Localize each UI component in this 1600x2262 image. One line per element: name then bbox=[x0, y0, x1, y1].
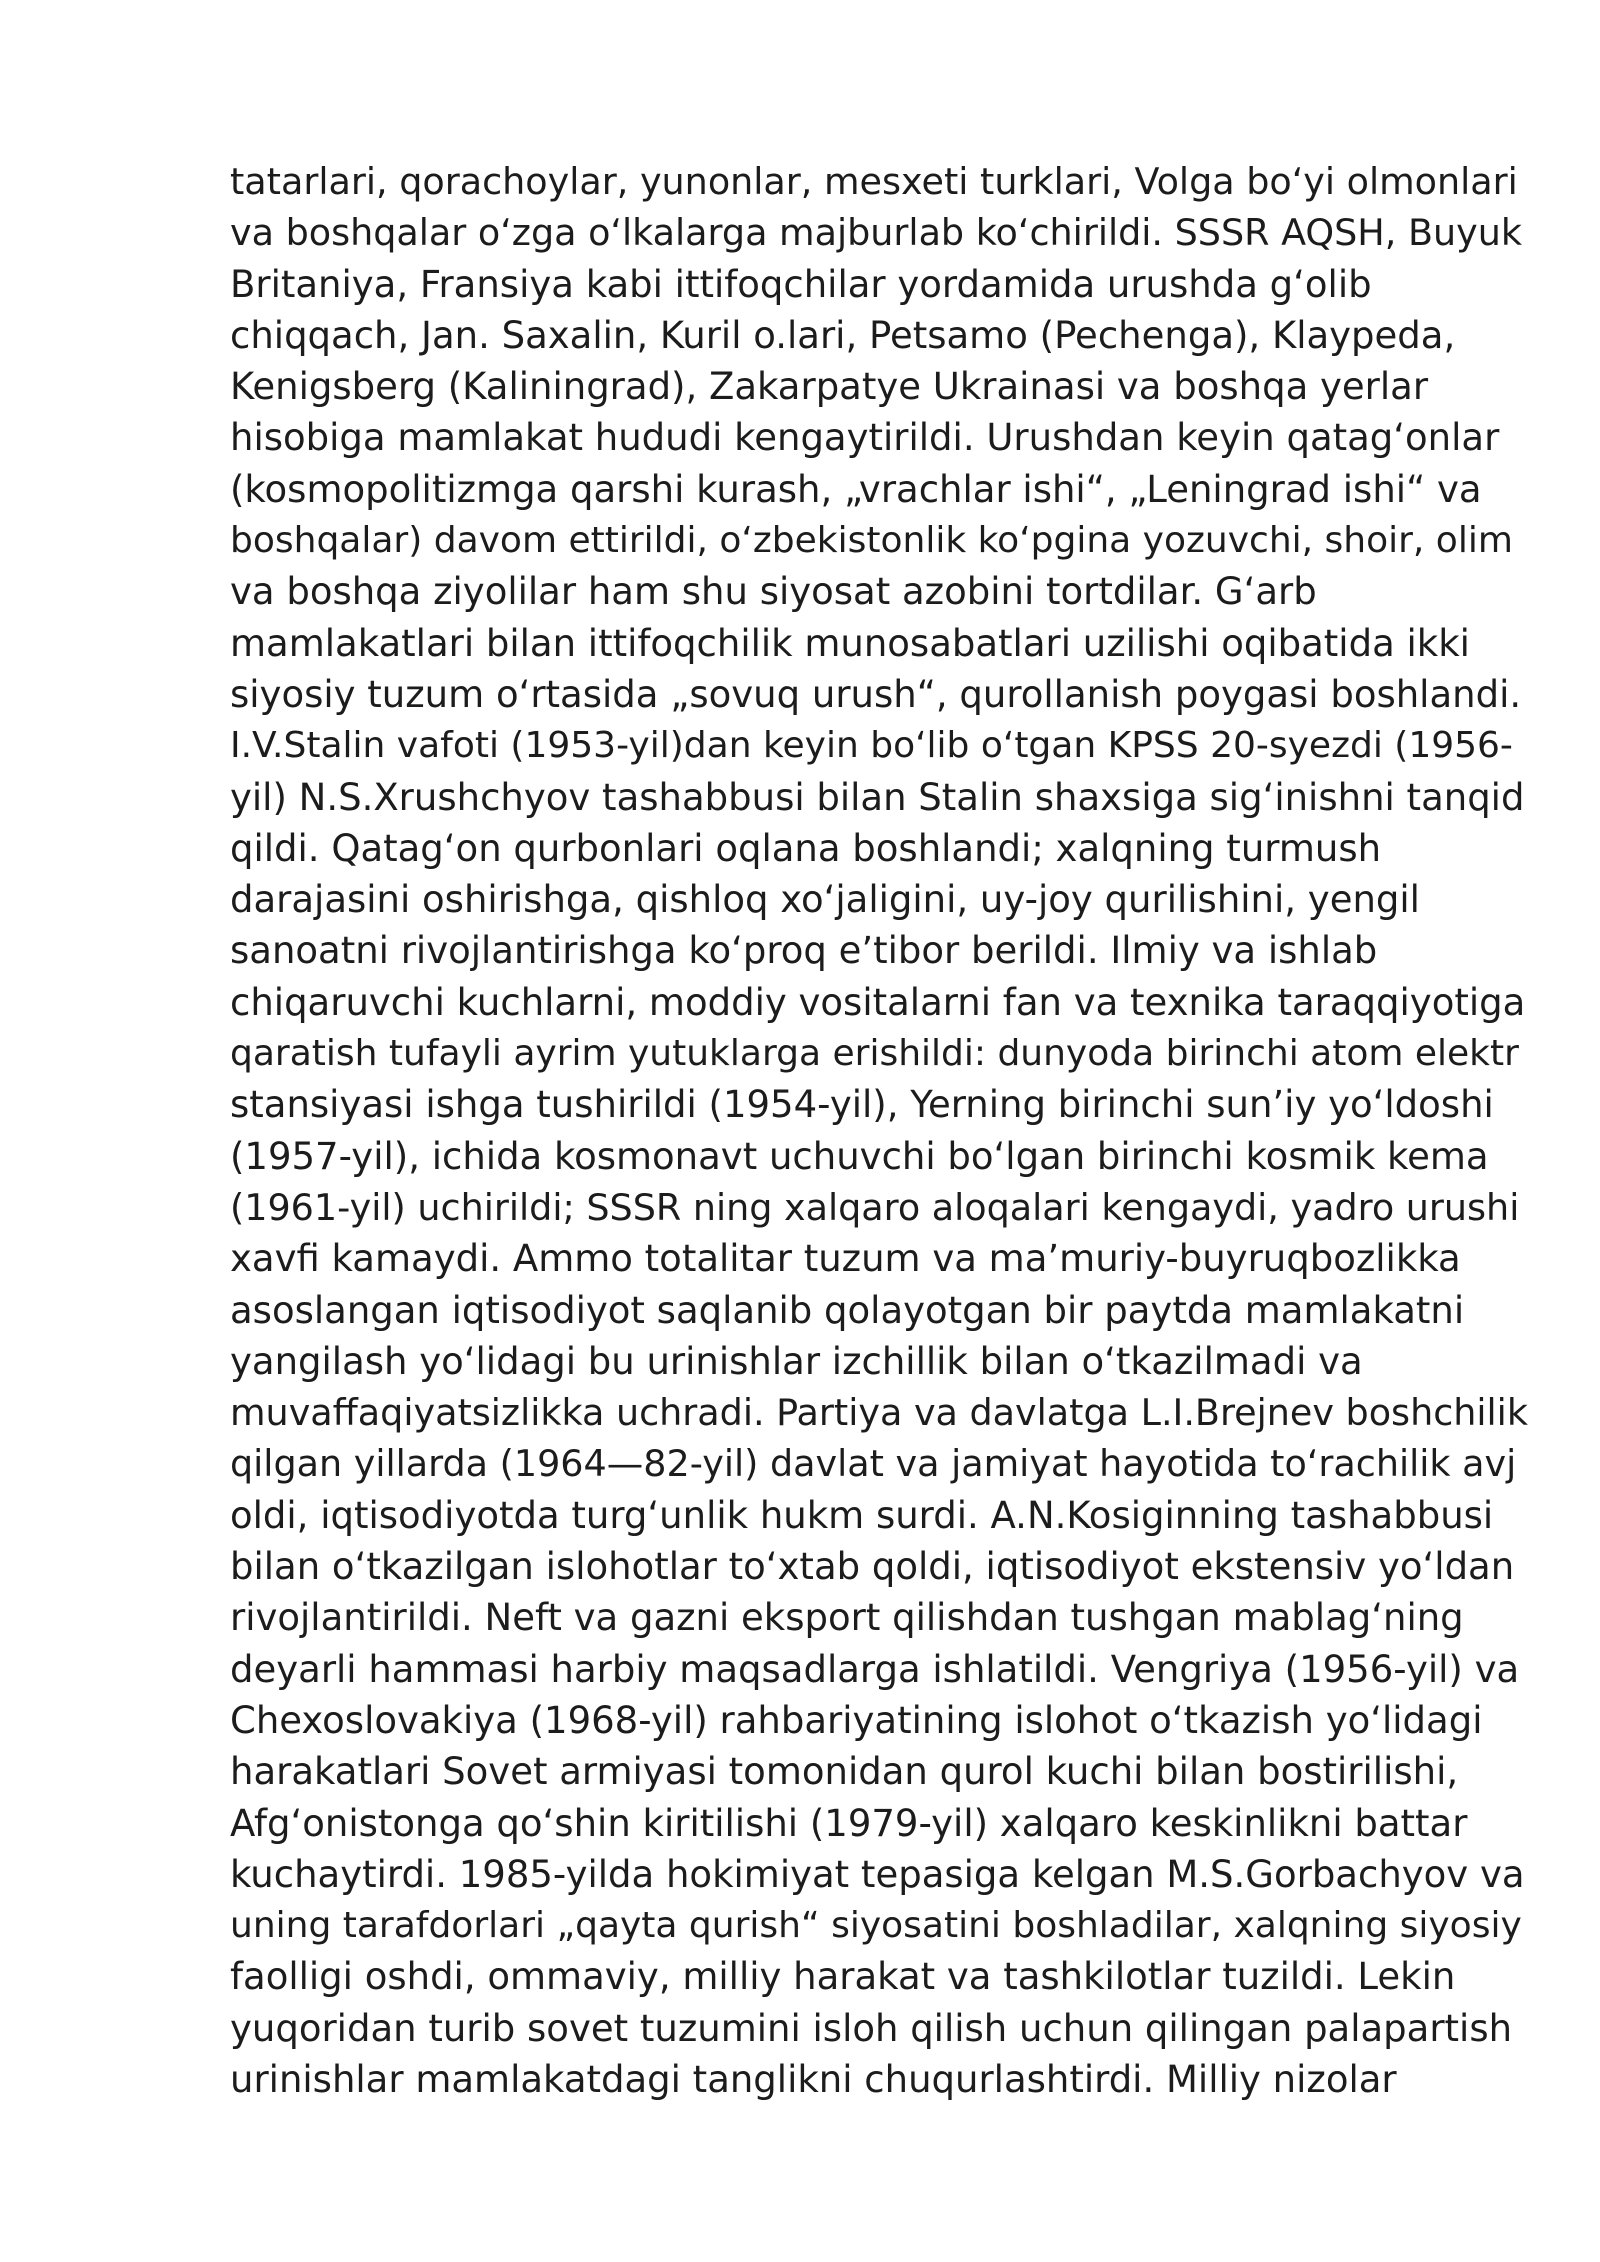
text-line: harakatlari Sovet armiyasi tomonidan qurol kuchi bilan bostirilishi, bbox=[230, 1750, 1459, 1794]
text-line: Kenigsberg (Kaliningrad), Zakarpatye Ukrainasi va boshqa yerlar bbox=[230, 365, 1429, 409]
text-line: va boshqalar o‘zga o‘lkalarga majburlab ko‘chirildi. SSSR AQSH, Buyuk bbox=[230, 211, 1523, 255]
text-line: chiqaruvchi kuchlarni, moddiy vositalarni fan va texnika taraqqiyotiga bbox=[230, 980, 1526, 1024]
body-text bbox=[230, 156, 1530, 2105]
text-line: deyarli hammasi harbiy maqsadlarga ishlatildi. Vengriya (1956-yil) va bbox=[230, 1647, 1520, 1691]
text-line: uning tarafdorlari „qayta qurish“ siyosatini boshladilar, xalqning siyosiy bbox=[230, 1905, 1522, 1947]
text-line: qaratish tufayli ayrim yutuklarga erishildi: dunyoda birinchi atom elektr bbox=[230, 1033, 1519, 1075]
text-line: yangilash yo‘lidagi bu urinishlar izchillik bilan o‘tkazilmadi va bbox=[230, 1339, 1363, 1383]
text-line: muvaffaqiyatsizlikka uchradi. Partiya va davlatga L.I.Brejnev boshchilik bbox=[230, 1391, 1528, 1435]
text-line: (kosmopolitizmga qarshi kurash, „vrachlar ishi“, „Leningrad ishi“ va bbox=[230, 467, 1482, 511]
text-line: stansiyasi ishga tushirildi (1954-yil), Yerning birinchi sun’iy yo‘ldoshi bbox=[230, 1083, 1494, 1127]
text-line: yuqoridan turib sovet tuzumini isloh qilish uchun qilingan palapartish bbox=[230, 2006, 1513, 2050]
text-line: kuchaytirdi. 1985-yilda hokimiyat tepasiga kelgan M.S.Gorbachyov va bbox=[230, 1852, 1525, 1896]
text-line: I.V.Stalin vafoti (1953-yil)dan keyin bo‘lib o‘tgan KPSS 20-syezdi (1956- bbox=[230, 725, 1513, 767]
text-line: (1957-yil), ichida kosmonavt uchuvchi bo‘lgan birinchi kosmik kema bbox=[230, 1134, 1489, 1178]
text-line: (1961-yil) uchirildi; SSSR ning xalqaro aloqalari kengaydi, yadro urushi bbox=[230, 1185, 1520, 1229]
text-line: sanoatni rivojlantirishga ko‘proq e’tibor berildi. Ilmiy va ishlab bbox=[230, 929, 1378, 973]
text-line: hisobiga mamlakat hududi kengaytirildi. Urushdan keyin qatag‘onlar bbox=[230, 416, 1500, 460]
text-line: asoslangan iqtisodiyot saqlanib qolayotgan bir paytda mamlakatni bbox=[230, 1288, 1465, 1332]
text-line: oldi, iqtisodiyotda turg‘unlik hukm surdi. A.N.Kosiginning tashabbusi bbox=[230, 1493, 1494, 1537]
text-line: yil) N.S.Xrushchyov tashabbusi bilan Stalin shaxsiga sig‘inishni tanqid bbox=[230, 775, 1525, 819]
text-line: Afg‘onistonga qo‘shin kiritilishi (1979-yil) xalqaro keskinlikni battar bbox=[230, 1801, 1468, 1845]
text-line: Britaniya, Fransiya kabi ittifoqchilar yordamida urushda g‘olib bbox=[230, 262, 1372, 306]
text-line: xavfi kamaydi. Ammo totalitar tuzum va ma’muriy-buyruqbozlikka bbox=[230, 1237, 1461, 1281]
text-line: darajasini oshirishga, qishloq xo‘jaligini, uy-joy qurilishini, yengil bbox=[230, 878, 1420, 922]
text-line: qildi. Qatag‘on qurbonlari oqlana boshlandi; xalqning turmush bbox=[230, 826, 1382, 870]
text-line: boshqalar) davom ettirildi, o‘zbekistonlik ko‘pgina yozuvchi, shoir, olim bbox=[230, 520, 1513, 562]
text-line: faolligi oshdi, ommaviy, milliy harakat va tashkilotlar tuzildi. Lekin bbox=[230, 1955, 1456, 1999]
text-line: bilan o‘tkazilgan islohotlar to‘xtab qoldi, iqtisodiyot ekstensiv yo‘ldan bbox=[230, 1545, 1515, 1589]
text-line: chiqqach, Jan. Saxalin, Kuril o.lari, Petsamo (Pechenga), Klaypeda, bbox=[230, 313, 1456, 357]
text-line: urinishlar mamlakatdagi tanglikni chuqurlashtirdi. Milliy nizolar bbox=[230, 2057, 1397, 2101]
text-line: qilgan yillarda (1964—82-yil) davlat va jamiyat hayotida to‘rachilik avj bbox=[230, 1442, 1517, 1486]
text-line: mamlakatlari bilan ittifoqchilik munosabatlari uzilishi oqibatida ikki bbox=[230, 621, 1470, 665]
text-line: siyosiy tuzum o‘rtasida „sovuq urush“, qurollanish poygasi boshlandi. bbox=[230, 672, 1522, 716]
text-line: Chexoslovakiya (1968-yil) rahbariyatining islohot o‘tkazish yo‘lidagi bbox=[230, 1698, 1483, 1742]
text-line: tatarlari, qorachoylar, yunonlar, mesxeti turklari, Volga bo‘yi olmonlari bbox=[230, 160, 1518, 203]
text-line: rivojlantirildi. Neft va gazni eksport qilishdan tushgan mablag‘ning bbox=[230, 1596, 1464, 1640]
text-line: va boshqa ziyolilar ham shu siyosat azobini tortdilar. G‘arb bbox=[230, 570, 1317, 614]
